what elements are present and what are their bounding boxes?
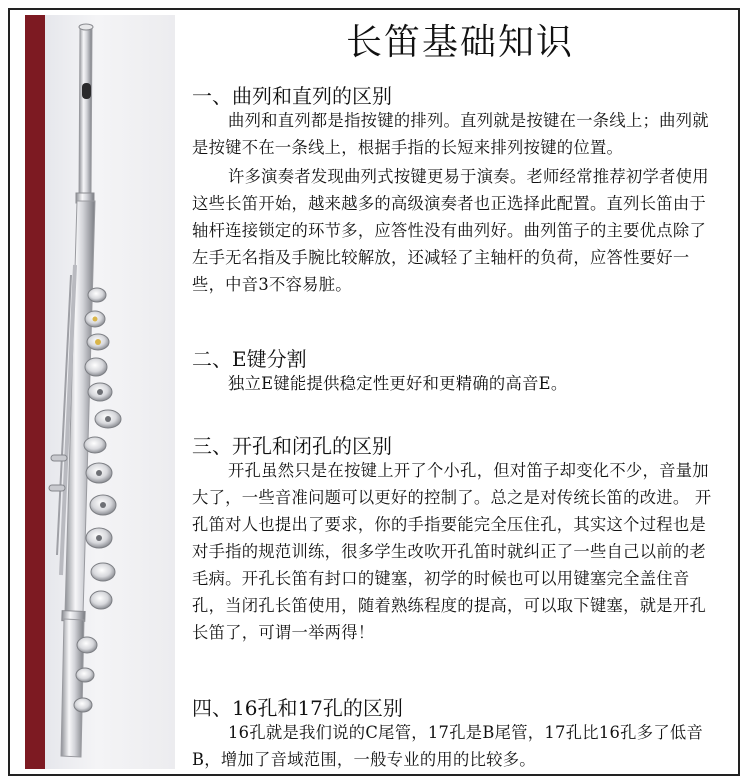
section-heading: 四、16孔和17孔的区别 xyxy=(192,696,403,720)
section-paragraph: 许多演奏者发现曲列式按键更易于演奏。老师经常推荐初学者使用这些长笛开始，越来越多的高级演奏者也正选择此配置。直列长笛由于轴杆连接锁定的环节多，应答性没有曲列好。曲列笛子的主要优点除了左手无名指及手腕比较解放，还减轻了主轴杆的负荷，应答性要好一些，中音3不容易脏。 xyxy=(192,167,709,294)
section-heading: 二、E键分割 xyxy=(192,347,307,371)
section-paragraph: 独立E键能提供稳定性更好和更精确的高音E。 xyxy=(228,374,568,393)
section-heading: 三、开孔和闭孔的区别 xyxy=(192,434,392,458)
section-paragraph: 16孔就是我们说的C尾管，17孔是B尾管，17孔比16孔多了低音B，增加了音域范围，一般专业的用的比较多。 xyxy=(192,723,704,769)
flute-illustration xyxy=(25,15,175,769)
embouchure-hole xyxy=(82,83,91,99)
page-title: 长笛基础知识 xyxy=(345,22,574,63)
flute-crown xyxy=(79,24,93,30)
section-paragraph: 曲列和直列都是指按键的排列。直列就是按键在一条线上；曲列就是按键不在一条线上，根据手指的长短来排列按键的位置。 xyxy=(192,111,709,157)
section-heading: 一、曲列和直列的区别 xyxy=(192,84,392,108)
flute-head-joint xyxy=(79,27,92,197)
section-paragraph: 开孔虽然只是在按键上开了个小孔，但对笛子却变化不少，音量加大了，一些音准问题可以更好的控制了。总之是对传统长笛的改进。 开孔笛对人也提出了要求，你的手指要能完全压住孔，其实这个过程也是对手指的规范训练，很多学生改吹开孔笛时就纠正了一些自己以前的老毛病。开孔长笛有封口的键塞，初学的时候也可以用键塞完全盖住音孔，当闭孔长笛使用，随着熟练程度的提高，可以取下键塞，就是开孔长笛了，可谓一举两得！ xyxy=(192,461,712,642)
